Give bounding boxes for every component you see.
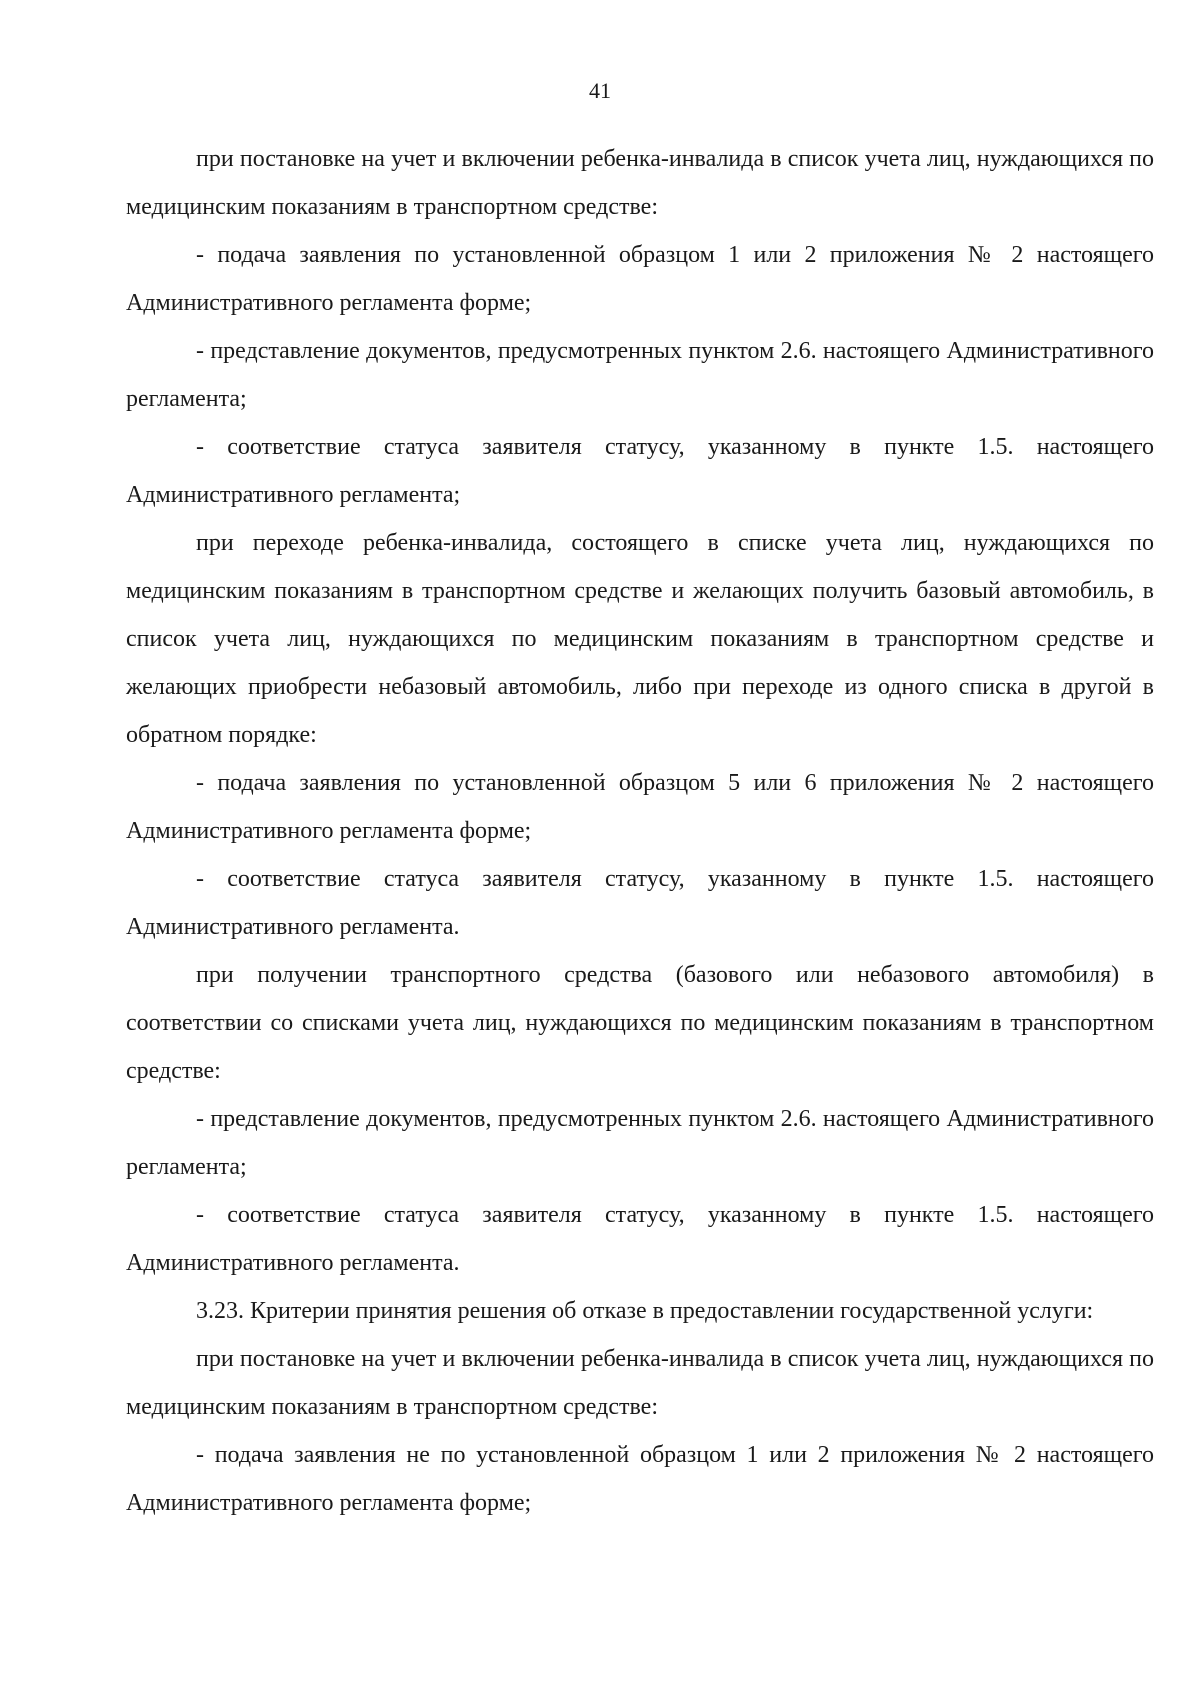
paragraph-list-transfer-criteria: при переходе ребенка-инвалида, состоящего в списке учета лиц, нуждающихся по медицинским показаниям в транспортном средстве и желающих получить базовый автомобиль, в список учета лиц, нуждающихся по медицинским показаниям в транспортном средстве и желающих приобрести небазовый автомобиль, либо при переходе из одного списка в другой в обратном порядке:: [126, 530, 1154, 748]
paragraph-status-1-5: - соответствие статуса заявителя статусу, указанному в пункте 1.5. настоящего Административного регламента.: [126, 1202, 1154, 1276]
paragraph-documents-2-6: - представление документов, предусмотренных пунктом 2.6. настоящего Административного регламента;: [126, 1106, 1154, 1180]
paragraph-application-form-1-2: - подача заявления по установленной образцом 1 или 2 приложения № 2 настоящего Административного регламента форме;: [126, 242, 1154, 316]
paragraph-vehicle-receipt-criteria: при получении транспортного средства (базового или небазового автомобиля) в соответствии со списками учета лиц, нуждающихся по медицинским показаниям в транспортном средстве:: [126, 962, 1154, 1084]
paragraph-refusal-application-form: - подача заявления не по установленной образцом 1 или 2 приложения № 2 настоящего Административного регламента форме;: [126, 1442, 1154, 1516]
page-number: 41: [589, 78, 611, 103]
paragraph-registration-criteria: при постановке на учет и включении ребенка-инвалида в список учета лиц, нуждающихся по медицинским показаниям в транспортном средстве:: [126, 146, 1154, 220]
paragraph-section-3-23: 3.23. Критерии принятия решения об отказе в предоставлении государственной услуги:: [196, 1298, 1094, 1324]
document-body: [126, 135, 1154, 1527]
paragraph-registration-criteria: при постановке на учет и включении ребенка-инвалида в список учета лиц, нуждающихся по медицинским показаниям в транспортном средстве:: [126, 1346, 1154, 1420]
paragraph-status-1-5: - соответствие статуса заявителя статусу, указанному в пункте 1.5. настоящего Административного регламента.: [126, 866, 1154, 940]
paragraph-documents-2-6: - представление документов, предусмотренных пунктом 2.6. настоящего Административного регламента;: [126, 338, 1154, 412]
paragraph-status-1-5: - соответствие статуса заявителя статусу, указанному в пункте 1.5. настоящего Административного регламента;: [126, 434, 1154, 508]
paragraph-application-form-5-6: - подача заявления по установленной образцом 5 или 6 приложения № 2 настоящего Административного регламента форме;: [126, 770, 1154, 844]
